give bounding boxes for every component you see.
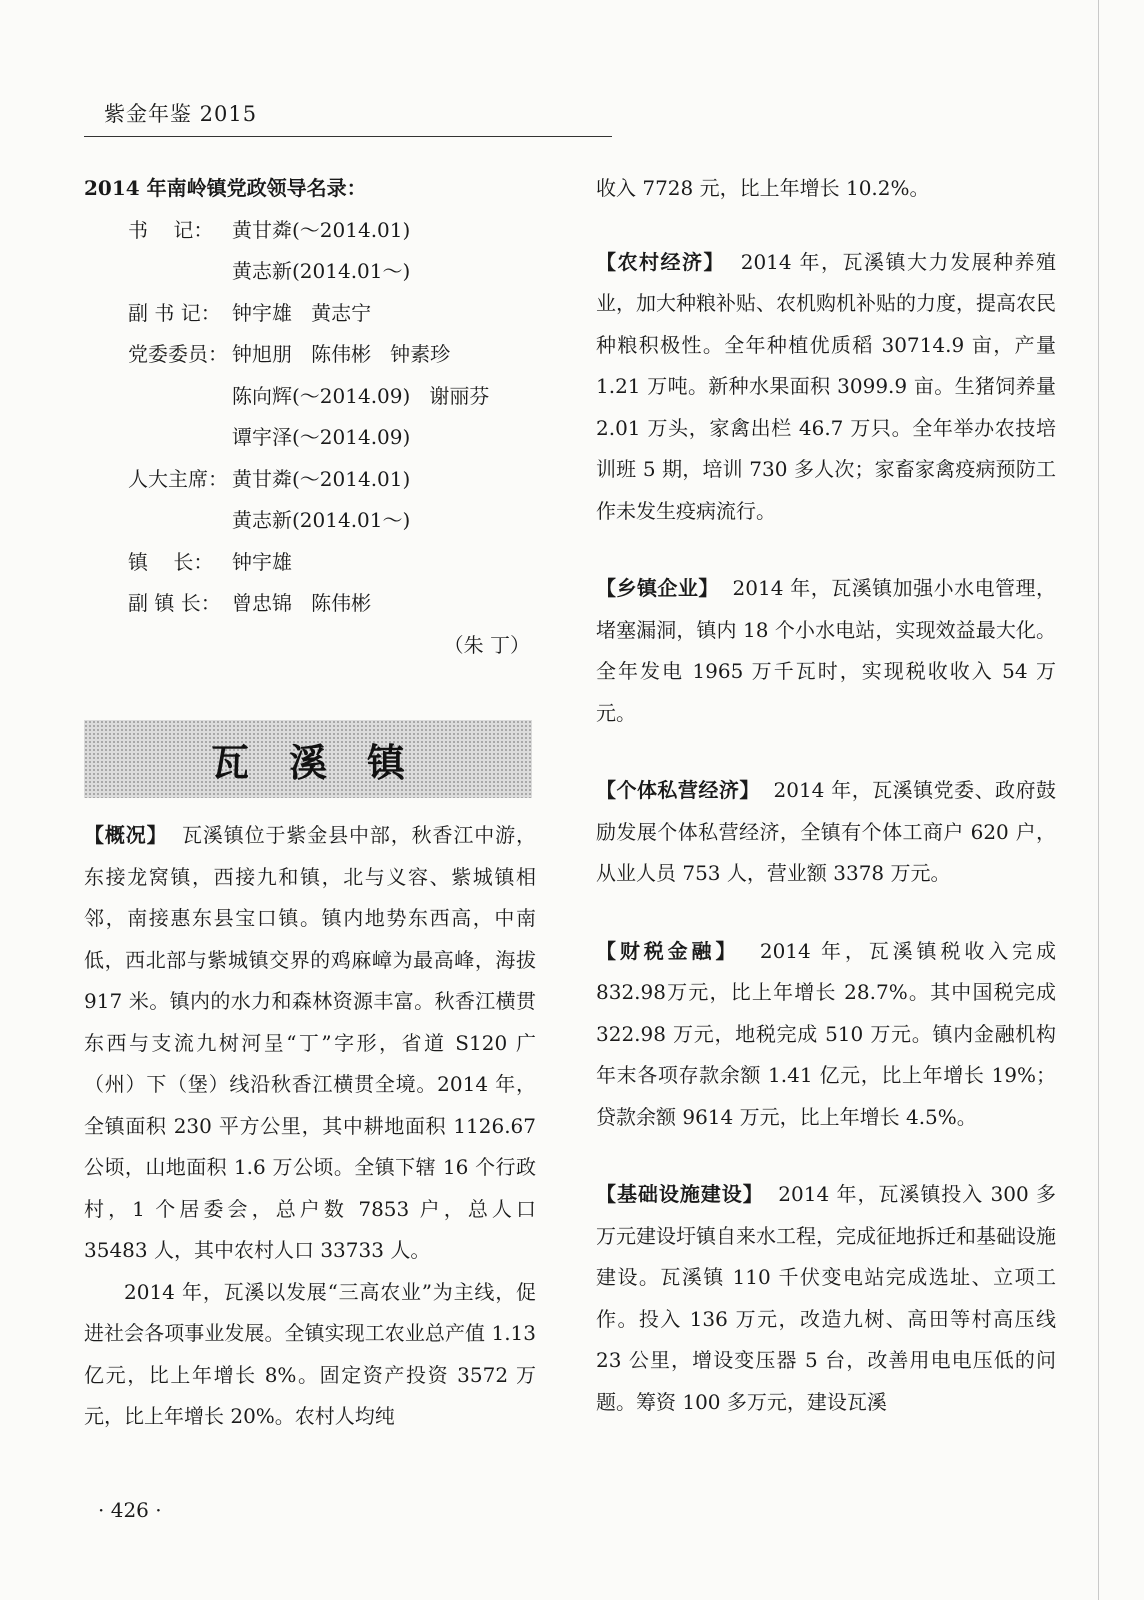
section-item bbox=[596, 1174, 1056, 1423]
leader-row bbox=[84, 583, 544, 625]
overview-paragraph bbox=[84, 815, 536, 1272]
leader-names: 黄甘粦(～2014.01) bbox=[232, 217, 411, 242]
section-tag: 【财税金融】 bbox=[596, 938, 740, 963]
paragraph-text: 2014 年，瓦溪镇大力发展种养殖业，加大种粮补贴、农机购机补贴的力度，提高农民种粮积极性。全年种植优质稻 30714.9 亩，产量 1.21 万吨。新种水果面积 3099.9 亩。生猪饲养量 2.01 万头，家禽出栏 46.7 万只。全年举办农技培训班 5 期，培训 730 多人次；家畜家禽疫病预防工作未发生疫病流行。 bbox=[596, 249, 1056, 523]
leader-role: 党委委员： bbox=[128, 342, 228, 366]
paragraph-text: 2014 年，瓦溪镇党委、政府鼓励发展个体私营经济，全镇有个体工商户 620 户，从业人员 753 人，营业额 3378 万元。 bbox=[596, 778, 1057, 885]
leader-names: 钟旭朋 陈伟彬 钟素珍 bbox=[232, 342, 451, 366]
leader-role: 副 书 记： bbox=[128, 300, 221, 325]
leader-row bbox=[84, 417, 544, 459]
page-edge-line bbox=[1098, 0, 1099, 1600]
section-banner bbox=[84, 720, 532, 798]
leader-row bbox=[84, 334, 544, 376]
continuation-text: 收入 7728 元，比上年增长 10.2%。 bbox=[596, 176, 930, 200]
leader-names: 钟宇雄 bbox=[232, 549, 292, 574]
running-header: 紫金年鉴 2015 bbox=[104, 102, 258, 126]
leader-names: 黄甘粦(～2014.01) bbox=[232, 466, 411, 491]
section-banner-title: 瓦溪镇 bbox=[210, 739, 445, 785]
leader-row bbox=[84, 293, 544, 335]
section-tag: 【概况】 bbox=[84, 823, 168, 847]
leader-role bbox=[84, 376, 232, 418]
leader-role: 镇 长： bbox=[128, 549, 214, 574]
header-rule bbox=[84, 136, 612, 137]
section-item bbox=[596, 568, 1056, 734]
leader-names: 陈向辉(～2014.09) 谢丽芬 bbox=[232, 383, 490, 408]
overview-paragraph-2: 2014 年，瓦溪以发展“三高农业”为主线，促进社会各项事业发展。全镇实现工农业总产值 1.13 亿元，比上年增长 8%。固定资产投资 3572 万元，比上年增长 20%。农村人均纯 bbox=[84, 1279, 536, 1428]
leader-role: 副 镇 长： bbox=[128, 591, 221, 615]
attribution: （朱 丁） bbox=[443, 632, 530, 657]
leader-role bbox=[84, 500, 232, 542]
leader-row bbox=[84, 251, 544, 293]
page-number: · 426 · bbox=[98, 1498, 162, 1522]
section-paragraph bbox=[596, 1174, 1056, 1423]
section-item bbox=[596, 242, 1056, 533]
section-item bbox=[596, 931, 1056, 1139]
leader-names: 黄志新(2014.01～) bbox=[232, 259, 411, 283]
section-item bbox=[596, 770, 1056, 895]
paragraph-text: 2014 年，瓦溪镇税收入完成 832.98万元，比上年增长 28.7%。其中国税完成 322.98 万元，地税完成 510 万元。镇内金融机构年末各项存款余额 1.41 亿元，比上年增长 19%；贷款余额 9614 万元，比上年增长 4.5%。 bbox=[596, 938, 1056, 1129]
paragraph-text: 2014 年，瓦溪镇加强小水电管理，堵塞漏洞，镇内 18 个小水电站，实现效益最大化。全年发电 1965 万千瓦时，实现税收收入 54 万元。 bbox=[596, 576, 1057, 725]
leader-row bbox=[84, 459, 544, 501]
paragraph-text: 瓦溪镇位于紫金县中部，秋香江中游，东接龙窝镇，西接九和镇，北与义容、紫城镇相邻，南接惠东县宝口镇。镇内地势东西高，中南低，西北部与紫城镇交界的鸡麻嶂为最高峰，海拔 917 米。镇内的水力和森林资源丰富。秋香江横贯东西与支流九树河呈“丁”字形，省道 S120 广（州）下（堡）线沿秋香江横贯全境。2014 年，全镇面积 230 平方公里，其中耕地面积 1126.67 公顷，山地面积 1.6 万公顷。全镇下辖 16 个行政村，1 个居委会，总户数 7853 户，总人口 35483 人，其中农村人口 33733 人。 bbox=[84, 823, 537, 1262]
overview-section bbox=[84, 815, 536, 1438]
leader-row bbox=[84, 542, 544, 584]
section-tag: 【个体私营经济】 bbox=[596, 778, 760, 802]
leader-role: 书 记： bbox=[128, 217, 214, 242]
leader-row bbox=[84, 500, 544, 542]
leader-role bbox=[84, 251, 232, 293]
leader-list-title: 2014 年南岭镇党政领导名录： bbox=[84, 176, 367, 200]
leader-row bbox=[84, 210, 544, 252]
leader-names: 黄志新(2014.01～) bbox=[232, 508, 411, 532]
section-paragraph bbox=[596, 770, 1056, 895]
leader-names: 谭宇泽(～2014.09) bbox=[232, 425, 411, 449]
leader-names: 钟宇雄 黄志宁 bbox=[232, 300, 372, 325]
section-tag: 【农村经济】 bbox=[596, 249, 726, 274]
leader-list bbox=[84, 168, 544, 666]
leader-role: 人大主席： bbox=[128, 466, 228, 491]
section-tag: 【乡镇企业】 bbox=[596, 576, 719, 600]
section-tag: 【基础设施建设】 bbox=[596, 1182, 764, 1206]
leader-names: 曾忠锦 陈伟彬 bbox=[232, 591, 372, 615]
right-column bbox=[596, 168, 1056, 1459]
section-paragraph bbox=[596, 242, 1056, 533]
paragraph-text: 2014 年，瓦溪镇投入 300 多万元建设圩镇自来水工程，完成征地拆迁和基础设施建设。瓦溪镇 110 千伏变电站完成选址、立项工作。投入 136 万元，改造九树、高田等村高压线 23 公里，增设变压器 5 台，改善用电电压低的问题。筹资 100 多万元，建设瓦溪 bbox=[596, 1182, 1057, 1414]
section-paragraph bbox=[596, 931, 1056, 1139]
leader-row bbox=[84, 376, 544, 418]
section-paragraph bbox=[596, 568, 1056, 734]
leader-role bbox=[84, 417, 232, 459]
